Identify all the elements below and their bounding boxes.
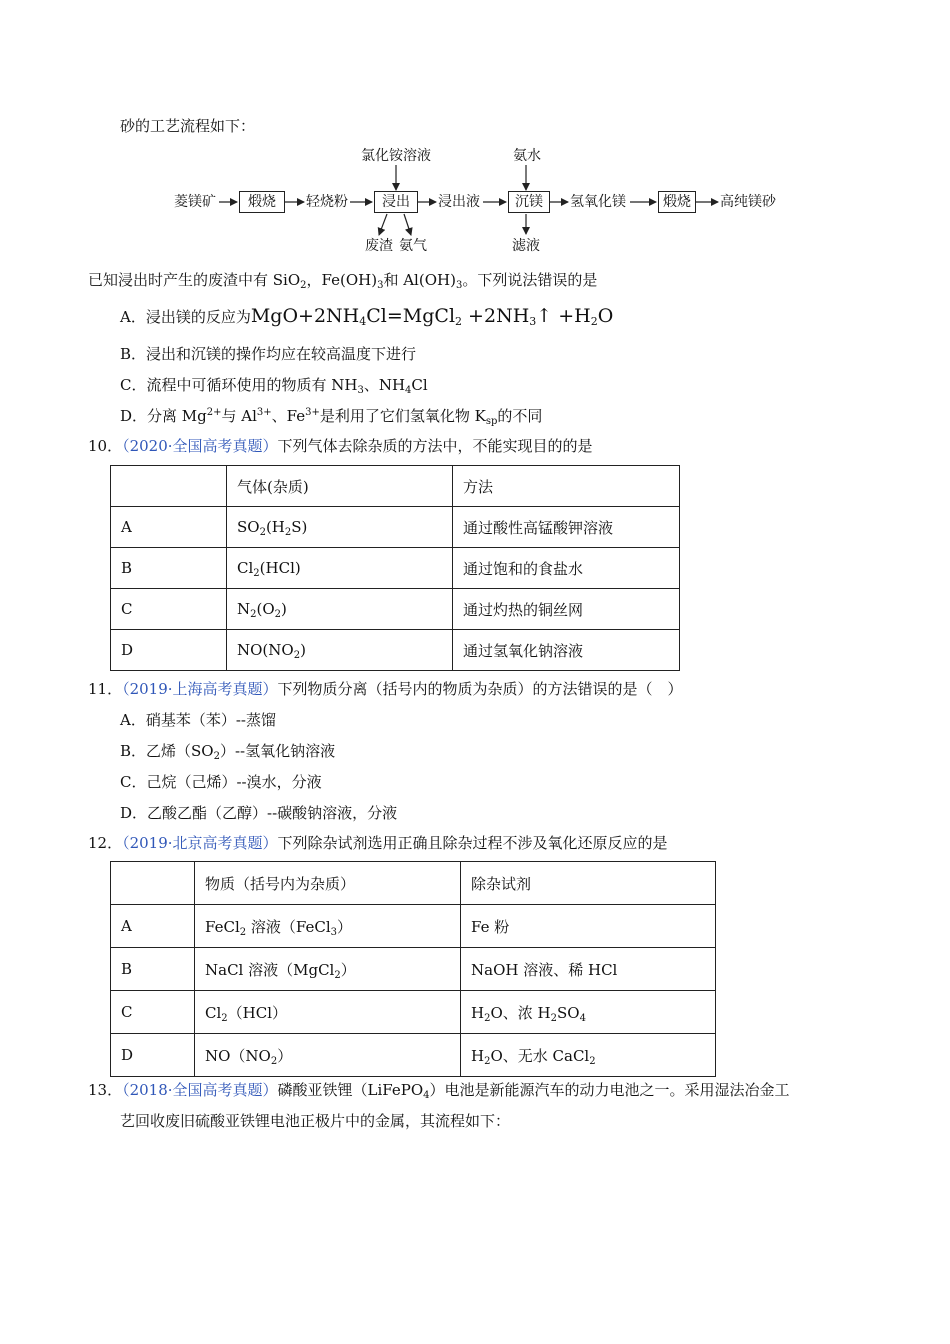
- q12-table: [110, 861, 716, 1077]
- arrow-out2b: [404, 214, 411, 235]
- flow-reagent2: 氨水: [513, 148, 541, 164]
- flow-mid2: 浸出液: [438, 194, 480, 210]
- flow-reagent1: 氯化铵溶液: [361, 148, 431, 164]
- flow-box-precip: 沉镁: [508, 191, 550, 213]
- flow-out2a: 废渣: [365, 238, 393, 254]
- q11-option-a: A．硝基苯（苯）--蒸馏: [120, 711, 276, 729]
- q11-option-b: B．乙烯$(SO_2)--$氢氧化钠溶液: [120, 742, 336, 762]
- flow-mid3: 氢氧化镁: [570, 194, 626, 210]
- table-row: B $Cl_2(HCl)$ 通过饱和的食盐水: [111, 548, 680, 589]
- table-row: A FeCl$_2$ 溶液（FeCl$_3$） Fe 粉: [111, 905, 716, 948]
- table-header: 气体(杂质) 方法: [111, 466, 680, 507]
- q9-option-b: B．浸出和沉镁的操作均应在较高温度下进行: [120, 345, 417, 363]
- table-row: C $Cl_2(HCl)$ $H_2O$、浓 $H_2SO_4$: [111, 991, 716, 1034]
- q11-option-d: D．乙酸乙酯（乙醇）--碳酸钠溶液，分液: [120, 804, 398, 822]
- flow-raw: 菱镁矿: [174, 194, 216, 210]
- q10-stem: 10．（2020·全国高考真题）下列气体去除杂质的方法中，不能实现目的的是: [88, 437, 593, 455]
- q9-option-d: D．分离 $Mg^{2+}$与 $Al^{3+}$、$Fe^{3+}$是利用了它们氢氧化物 $K_{sp}$的不同: [120, 407, 543, 427]
- q10-table: [110, 465, 680, 671]
- flow-box-leach: 浸出: [374, 191, 418, 213]
- process-flow-chart: [170, 145, 790, 260]
- q12-stem: 12．（2019·北京高考真题）下列除杂试剂选用正确且除杂过程不涉及氧化还原反应的是: [88, 834, 668, 852]
- table-header: 物质（括号内为杂质） 除杂试剂: [111, 862, 716, 905]
- table-row: A $SO_2(H_2S)$ 通过酸性高锰酸钾溶液: [111, 507, 680, 548]
- q10-source: （2020·全国高考真题）: [122, 437, 278, 455]
- q13-stem-line2: 艺回收废旧硫酸亚铁锂电池正极片中的金属，其流程如下：: [120, 1112, 511, 1130]
- q12-source: （2019·北京高考真题）: [122, 834, 278, 852]
- q11-source: （2019·上海高考真题）: [122, 680, 278, 698]
- q13-source: （2018·全国高考真题）: [122, 1081, 278, 1099]
- flow-product: 高纯镁砂: [720, 194, 776, 210]
- flow-out3: 滤液: [512, 238, 540, 254]
- q11-option-c: C．己烷（己烯）--溴水，分液: [120, 773, 322, 791]
- q9-equation: $MgO+2NH_4Cl=MgCl_2$ $+2NH_3↑ +H_2O$: [250, 305, 614, 328]
- arrow-out2a: [379, 214, 387, 235]
- q13-stem: 13．（2018·全国高考真题）磷酸亚铁锂（LiFePO$_4$）电池是新能源汽车的动力电池之一。采用湿法冶金工: [88, 1081, 790, 1101]
- q9-option-a: A．浸出镁的反应为$MgO+2NH_4Cl=MgCl_2$ $+2NH_3↑ +H_2O$: [120, 305, 614, 328]
- table-row: B NaCl 溶液（MgCl$_2$） NaOH 溶液、稀 HCl: [111, 948, 716, 991]
- flow-out2b: 氨气: [399, 238, 427, 254]
- q9-option-c: C．流程中可循环使用的物质有 $NH_3$、$NH_4Cl$: [120, 376, 428, 396]
- intro-text: 砂的工艺流程如下：: [120, 117, 256, 135]
- table-row: D $NO(NO_2)$ $H_2O$、无水 CaCl$_2$: [111, 1034, 716, 1077]
- q11-stem: 11．（2019·上海高考真题）下列物质分离（括号内的物质为杂质）的方法错误的是（ ）: [88, 680, 683, 698]
- flow-box-calcine-2: 煅烧: [658, 191, 696, 213]
- table-row: D $NO(NO_2)$ 通过氢氧化钠溶液: [111, 630, 680, 671]
- flow-box-calcine-1: 煅烧: [239, 191, 285, 213]
- table-row: C $N_2(O_2)$ 通过灼热的铜丝网: [111, 589, 680, 630]
- q9-stem: 已知浸出时产生的废渣中有 SiO$_2$，$Fe(OH)_3$和 $Al(OH)_3$。下列说法错误的是: [88, 271, 598, 291]
- flow-mid1: 轻烧粉: [306, 194, 348, 210]
